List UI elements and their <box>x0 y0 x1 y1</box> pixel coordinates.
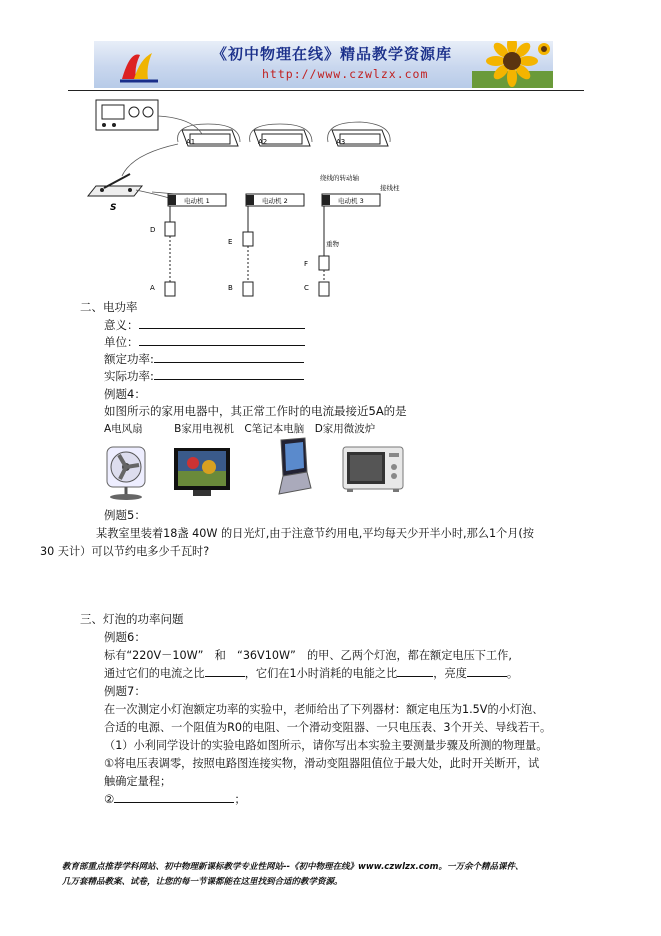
brightness-blank[interactable] <box>467 666 507 677</box>
actual-power-label: 实际功率: <box>104 369 154 383</box>
step2-end-mark: ； <box>234 792 246 806</box>
meaning-row <box>104 317 305 333</box>
television-icon <box>173 447 231 497</box>
electric-fan-icon <box>103 445 149 501</box>
label-f: F <box>304 260 309 268</box>
example4-title: 例题4： <box>104 387 146 401</box>
power-supply-icon <box>96 100 158 130</box>
energy-ratio-label: ，它们在1小时消耗的电能之比 <box>244 667 398 680</box>
section3-heading: 三、灯泡的功率问题 <box>80 612 184 626</box>
logo-icon <box>116 45 162 85</box>
switch-icon <box>88 174 142 196</box>
header-banner <box>94 41 553 88</box>
unit-label: 单位： <box>104 335 139 349</box>
header-url[interactable]: http://www.czwlzx.com <box>262 67 429 81</box>
example7-line3: （1）小利同学设计的实验电路如图所示，请你写出本实验主要测量步骤及所测的物理量。 <box>104 739 548 752</box>
example5-line1: 某教室里装着18盏 40W 的日光灯,由于注意节约用电,平均每天少开半小时,那么1个月(按 <box>96 527 534 540</box>
current-ratio-label: 通过它们的电流之比 <box>104 667 205 680</box>
example6-line2 <box>104 665 518 681</box>
example5-line2: 30 天计）可以节约电多少千瓦时? <box>40 545 210 558</box>
shaft-label: 绕线的转动轴 <box>320 174 359 182</box>
brightness-label: ，亮度 <box>433 667 467 680</box>
example7-line5: 触确定量程； <box>104 775 172 788</box>
ammeter-a2-label: A2 <box>258 138 268 146</box>
example7-line1: 在一次测定小灯泡额定功率的实验中，老师给出了下列器材：额定电压为1.5V的小灯泡、 <box>104 703 544 716</box>
laptop-icon <box>273 436 313 498</box>
motor-2-label: 电动机 2 <box>262 197 288 205</box>
current-ratio-blank[interactable] <box>205 666 245 677</box>
actual-power-row <box>104 368 304 384</box>
example5-title: 例题5： <box>104 508 146 522</box>
page-footer <box>62 860 602 890</box>
terminal-label: 接线柱 <box>380 184 400 192</box>
energy-ratio-blank[interactable] <box>397 666 433 677</box>
example4-options: A电风扇 B家用电视机 C笔记本电脑 D家用微波炉 <box>104 423 376 435</box>
motor-1-label: 电动机 1 <box>184 197 210 205</box>
motor-3-label: 电动机 3 <box>338 197 364 205</box>
motor-circuit-figure <box>82 94 412 299</box>
example7-line4: ①将电压表调零，按照电路图连接实物，滑动变阻器阻值位于最大处，此时开关断开，试 <box>104 757 540 770</box>
actual-power-blank[interactable] <box>154 369 304 380</box>
label-a: A <box>150 284 155 292</box>
example6-line1: 标有“220V－10W” 和 “36V10W” 的甲、乙两个灯泡，都在额定电压下工作, <box>104 649 512 662</box>
header-title: 《初中物理在线》精品教学资源库 <box>212 45 453 63</box>
meaning-label: 意义： <box>104 318 139 332</box>
example6-end-mark: 。 <box>506 667 519 680</box>
switch-label: S <box>110 203 117 213</box>
example7-line2: 合适的电源、一个阻值为R0的电阻、一个滑动变阻器、一只电压表、3个开关、导线若干。 <box>104 721 552 734</box>
label-b: B <box>228 284 233 292</box>
section2-heading: 二、电功率 <box>80 300 138 314</box>
example7-title: 例题7： <box>104 684 146 698</box>
label-d: D <box>150 226 156 234</box>
label-e: E <box>228 238 233 246</box>
footer-line2: 几万套精品教案、试卷，让您的每一节课都能在这里找到合适的教学资源。 <box>62 877 343 887</box>
unit-row <box>104 334 305 350</box>
header-rule <box>68 90 584 91</box>
rated-power-label: 额定功率: <box>104 352 154 366</box>
ammeter-a3-label: A3 <box>336 138 346 146</box>
microwave-oven-icon <box>341 445 405 493</box>
rated-power-blank[interactable] <box>154 352 304 363</box>
footer-line1: 教育部重点推荐学科网站、初中物理新课标教学专业性网站--《初中物理在线》www.czwlzx.com。一万余个精品课件、 <box>62 862 524 872</box>
unit-blank[interactable] <box>139 335 305 346</box>
example4-question: 如图所示的家用电器中，其正常工作时的电流最接近5A的是 <box>104 404 407 418</box>
meaning-blank[interactable] <box>139 318 305 329</box>
step2-blank[interactable] <box>114 792 234 803</box>
example6-title: 例题6： <box>104 630 146 644</box>
ammeter-a1-label: A1 <box>186 138 196 146</box>
weight-label: 重物 <box>326 240 339 248</box>
label-c: C <box>304 284 309 292</box>
sunflower-icon <box>472 41 553 88</box>
example7-line6 <box>104 791 246 807</box>
rated-power-row <box>104 351 304 367</box>
step2-marker: ② <box>104 792 115 806</box>
